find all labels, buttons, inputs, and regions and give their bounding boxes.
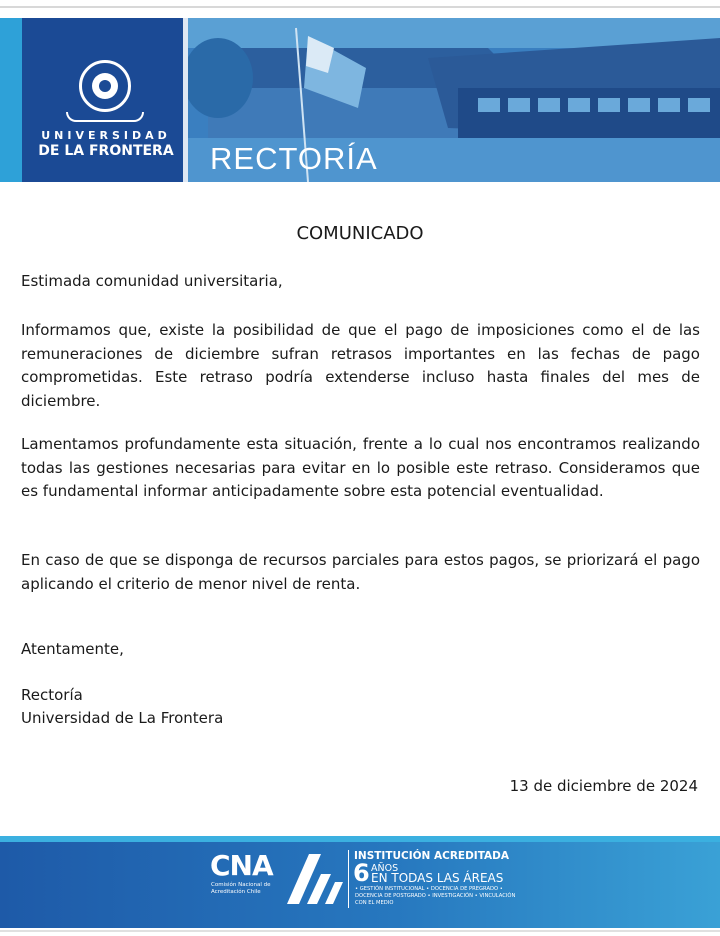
- accreditation-years-label: AÑOS: [371, 863, 399, 874]
- signature-office: Rectoría: [21, 686, 83, 704]
- seal-ribbon: [66, 112, 144, 122]
- document-title: COMUNICADO: [296, 223, 424, 244]
- paragraph: En caso de que se disponga de recursos parciales para estos pagos, se priorizará el pago aplicando el criterio de menor nivel de renta.: [21, 551, 700, 593]
- bottom-divider: [0, 930, 720, 932]
- top-divider: [0, 6, 720, 8]
- greeting: Estimada comunidad universitaria,: [21, 272, 283, 290]
- footer-band: [0, 836, 720, 842]
- paragraph: Lamentamos profundamente esta situación, frente a lo cual nos encontramos realizando todas las gestiones necesarias para evitar en lo posible este retraso. Consideramos que es fundamental informar anticipadamente sobre esta potencial eventualidad.: [21, 435, 700, 500]
- header-accent-stripe: [0, 18, 22, 182]
- cna-logo-text: CNA: [210, 849, 273, 882]
- signature-institution: Universidad de La Frontera: [21, 709, 224, 727]
- accreditation-scope: EN TODAS LAS ÁREAS: [371, 871, 504, 885]
- accreditation-areas: • GESTIÓN INSTITUCIONAL • DOCENCIA DE PREGRADO • DOCENCIA DE POSTGRADO • INVESTIGACIÓN • VINCULACIÓN CON EL MEDIO: [355, 886, 516, 906]
- university-name-line1: UNIVERSIDAD: [41, 129, 171, 142]
- office-name: RECTORÍA: [210, 141, 378, 176]
- accreditation-years: 6: [353, 859, 370, 887]
- paragraph: Informamos que, existe la posibilidad de que el pago de imposiciones como el de las remuneraciones de diciembre sufran retrasos importantes en las fechas de pago comprometidas. Este retraso podría extenderse incluso hasta finales del mes de diciembre.: [21, 321, 700, 410]
- cna-subtitle: Comisión Nacional de Acreditación Chile: [211, 882, 271, 895]
- cna-chevron-logo-icon: [285, 852, 345, 906]
- accreditation-title: INSTITUCIÓN ACREDITADA: [354, 850, 510, 862]
- header-divider: [183, 18, 188, 182]
- seal-center: [99, 80, 111, 92]
- footer-divider: [348, 850, 349, 908]
- document-date: 13 de diciembre de 2024: [509, 777, 698, 795]
- university-name-line2: DE LA FRONTERA: [38, 143, 174, 159]
- header-banner: [0, 18, 720, 182]
- closing: Atentamente,: [21, 640, 124, 658]
